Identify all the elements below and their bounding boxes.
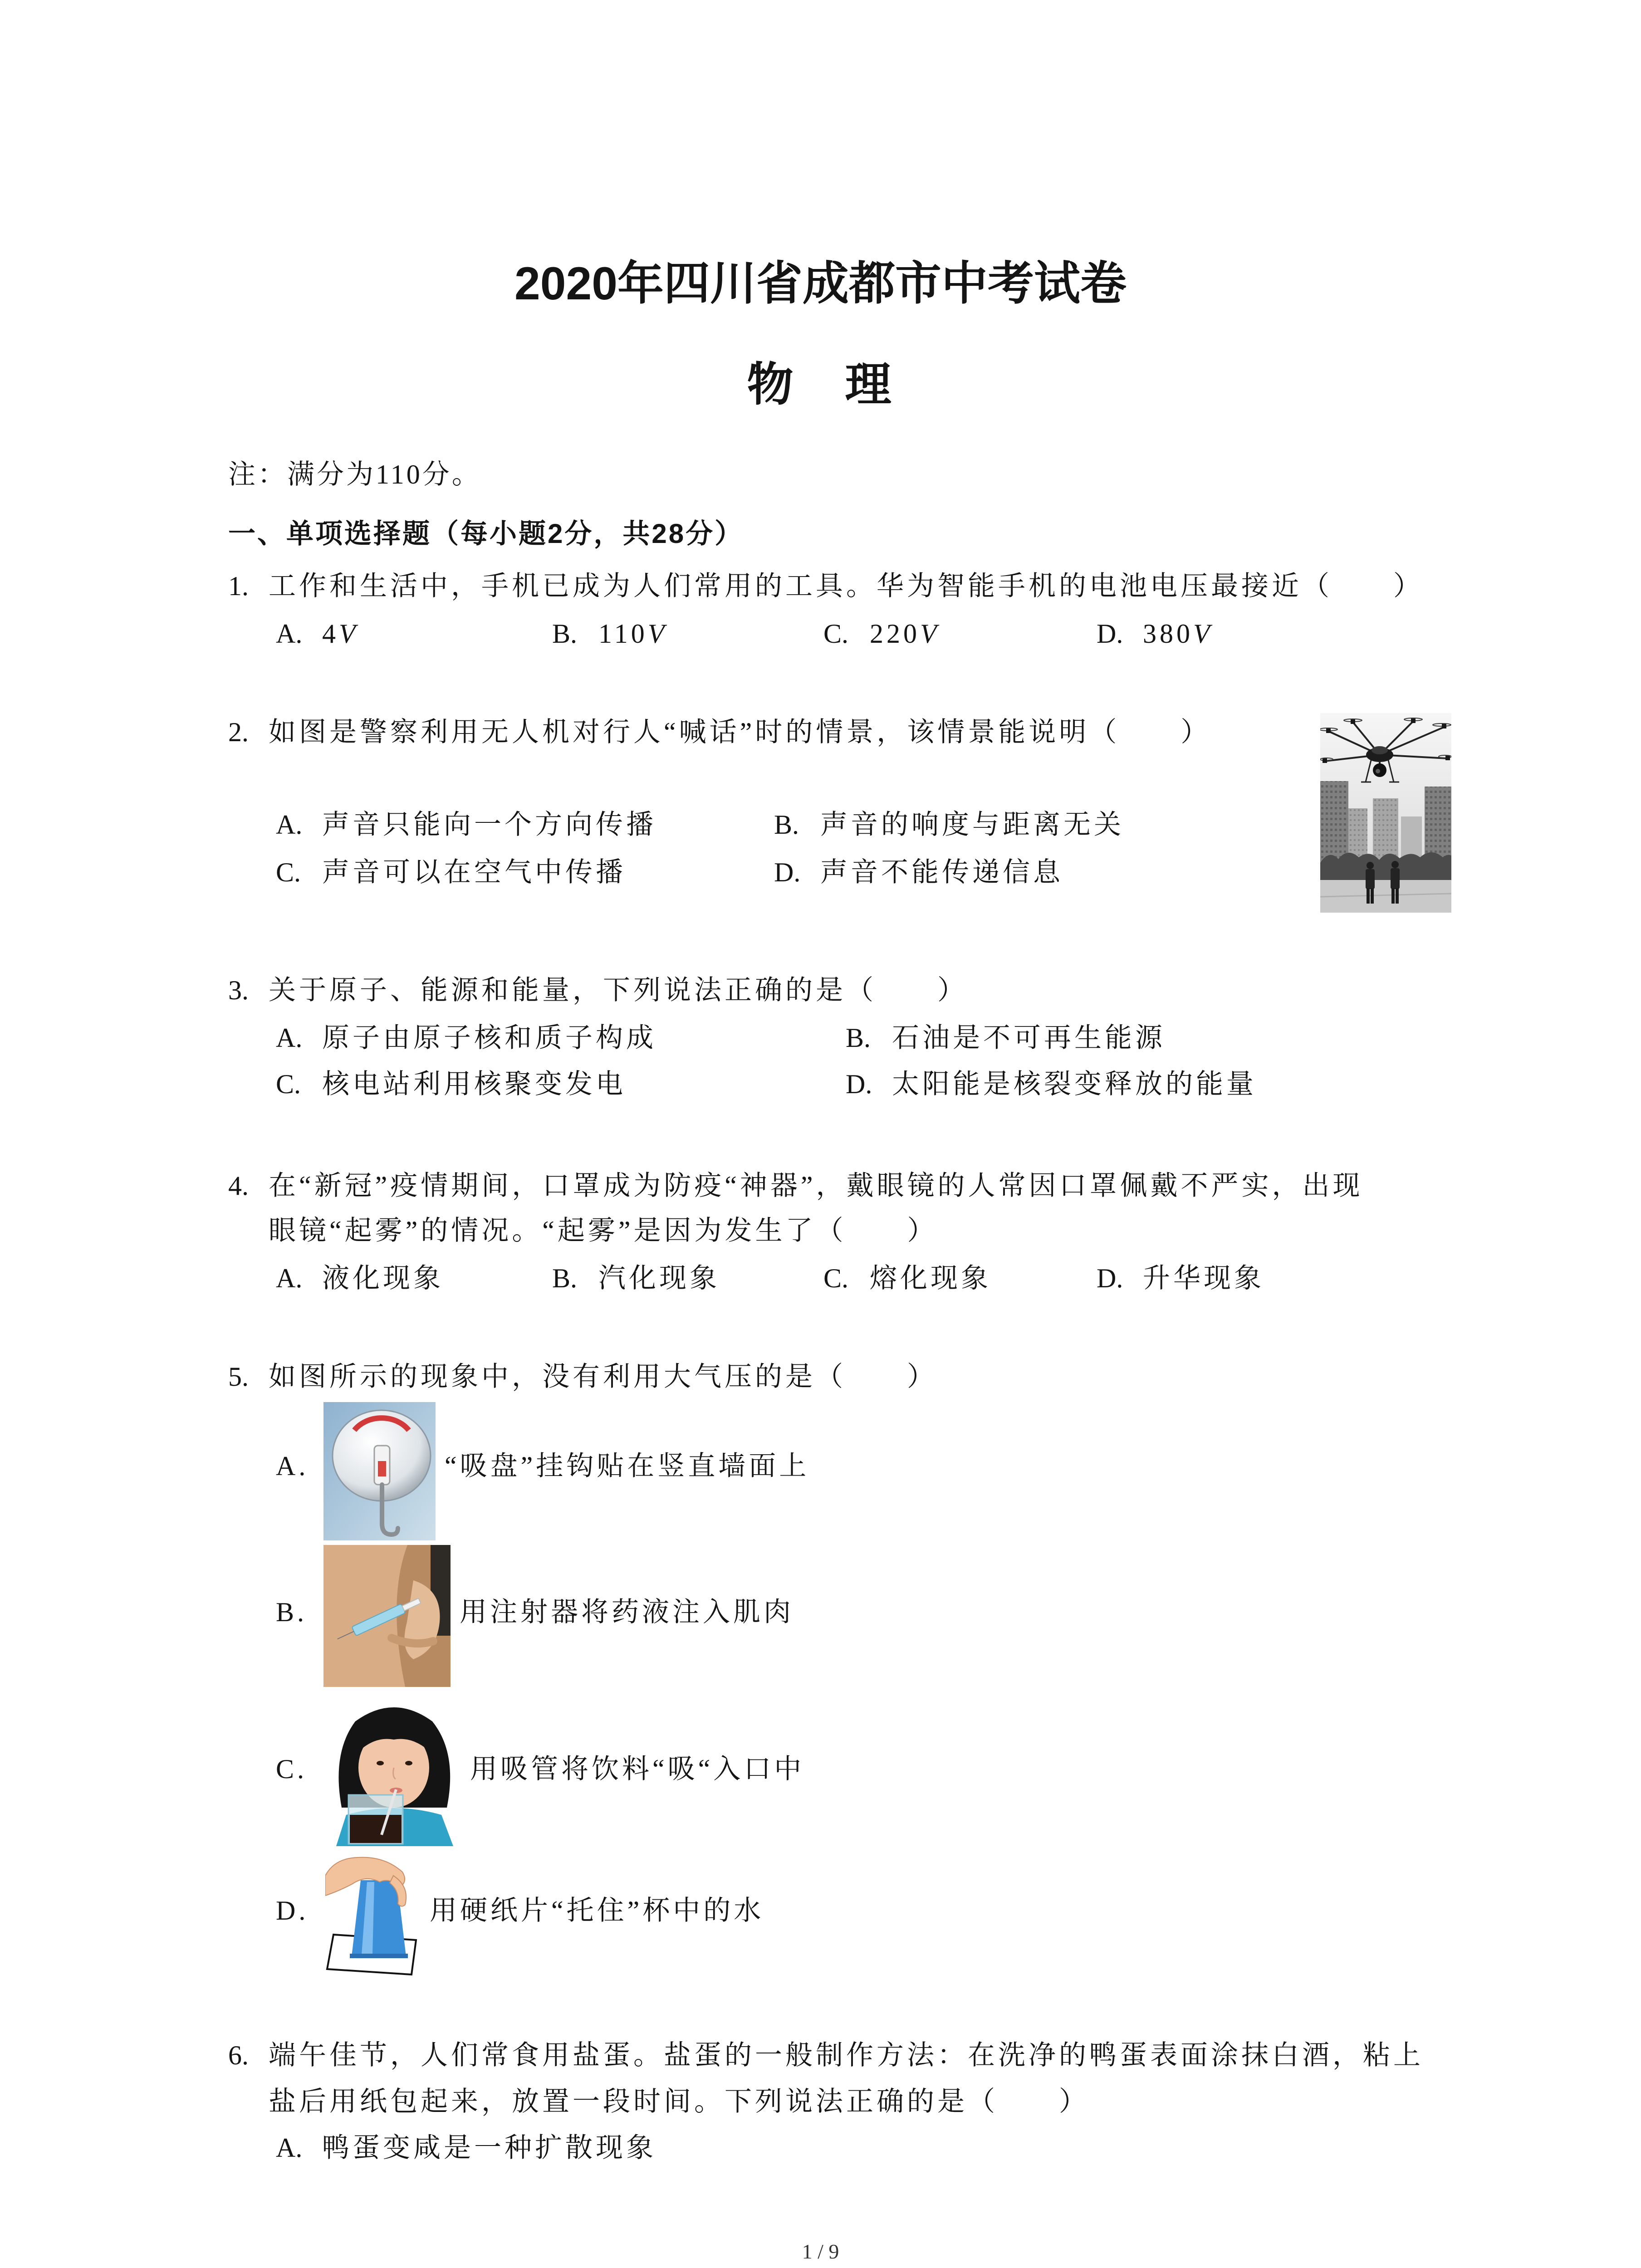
option-label: C. <box>276 857 301 887</box>
option-label: A. <box>276 1263 303 1293</box>
option-label: C. <box>276 1069 301 1099</box>
drone-top <box>1372 746 1388 754</box>
option-d <box>846 1068 1257 1100</box>
option-b <box>774 809 1124 841</box>
option-unit: V <box>1193 619 1213 649</box>
question-number: 6. <box>228 2040 249 2070</box>
option-a <box>276 1022 656 1054</box>
leg <box>1391 888 1395 904</box>
hook-tab <box>378 1461 386 1476</box>
question-number: 5. <box>228 1362 249 1392</box>
option-d <box>1097 618 1213 650</box>
section-heading: 一、单项选择题（每小题2分，共28分） <box>228 518 744 549</box>
option-text: 汽化现象 <box>598 1263 720 1293</box>
question-number: 3. <box>228 975 249 1005</box>
girl-drinking-straw-photo <box>328 1699 460 1846</box>
suction-hook-photo <box>323 1402 436 1540</box>
option-text: 液化现象 <box>322 1263 444 1293</box>
option-a-label: A. <box>276 1451 309 1481</box>
option-text: 石油是不可再生能源 <box>892 1023 1166 1053</box>
question-stem: 如图是警察利用无人机对行人“喊话”时的情景，该情景能说明（ ） <box>269 717 1211 747</box>
option-text: 太阳能是核裂变释放的能量 <box>892 1069 1257 1099</box>
option-b-text: 用注射器将药液注入肌肉 <box>460 1597 794 1627</box>
option-b <box>552 618 667 650</box>
option-text: 声音只能向一个方向传播 <box>322 810 656 840</box>
option-text: 升华现象 <box>1143 1263 1264 1293</box>
option-d-label: D. <box>276 1896 309 1926</box>
camera-lens <box>1376 769 1380 773</box>
option-c <box>276 1068 626 1100</box>
option-label: B. <box>552 1263 578 1293</box>
option-unit: V <box>647 619 668 649</box>
option-text: 声音可以在空气中传播 <box>322 857 626 887</box>
eye <box>377 1761 384 1765</box>
option-text: 熔化现象 <box>870 1263 991 1293</box>
subject-title: 物 理 <box>747 359 894 411</box>
head <box>1391 861 1399 868</box>
option-a-text: “吸盘”挂钩贴在竖直墙面上 <box>445 1451 810 1481</box>
question-stem-line-2: 盐后用纸包起来，放置一段时间。下列说法正确的是（ ） <box>269 2087 1089 2116</box>
leg <box>1371 888 1374 904</box>
option-c <box>823 1262 991 1294</box>
option-label: D. <box>846 1069 872 1099</box>
cup-rim <box>350 1954 408 1958</box>
question-number: 4. <box>228 1171 249 1201</box>
option-unit: V <box>339 619 359 649</box>
question-stem-line-2: 眼镜“起雾”的情况。“起雾”是因为发生了（ ） <box>269 1216 938 1246</box>
option-d <box>774 856 1063 888</box>
option-label: C. <box>823 619 849 649</box>
option-label: A. <box>276 619 303 649</box>
option-value: 4 <box>322 619 339 649</box>
option-text: 声音的响度与距离无关 <box>820 810 1124 840</box>
option-label: A. <box>276 810 303 840</box>
option-a <box>276 2132 656 2164</box>
head <box>1367 862 1374 869</box>
question-stem: 工作和生活中，手机已成为人们常用的工具。华为智能手机的电池电压最接近（ ） <box>269 571 1424 601</box>
option-label: C. <box>823 1263 849 1293</box>
option-b <box>552 1262 720 1294</box>
option-b <box>846 1022 1166 1054</box>
leg <box>1367 888 1370 904</box>
option-c-label: C. <box>276 1754 308 1784</box>
option-label: B. <box>552 619 578 649</box>
option-value: 380 <box>1143 619 1193 649</box>
option-text: 声音不能传递信息 <box>820 857 1063 887</box>
score-note: 注：满分为110分。 <box>228 459 481 489</box>
eye <box>405 1761 412 1765</box>
exam-title: 2020年四川省成都市中考试卷 <box>514 258 1127 309</box>
option-label: D. <box>1097 619 1123 649</box>
option-a <box>276 618 359 650</box>
option-label: A. <box>276 1023 303 1053</box>
page-number: 1 / 9 <box>802 2240 839 2263</box>
option-label: D. <box>774 857 801 887</box>
inverted-cup-paper-photo <box>325 1854 418 1976</box>
option-c <box>276 856 626 888</box>
option-value: 110 <box>598 619 648 649</box>
option-c <box>823 618 940 650</box>
question-stem-line-1: 端午佳节，人们常食用盐蛋。盐蛋的一般制作方法：在洗净的鸭蛋表面涂抹白酒，粘上 <box>269 2040 1424 2070</box>
option-label: D. <box>1097 1263 1123 1293</box>
option-text: 原子由原子核和质子构成 <box>322 1023 656 1053</box>
question-stem: 关于原子、能源和能量，下列说法正确的是（ ） <box>269 975 968 1005</box>
option-b-label: B. <box>276 1597 308 1627</box>
syringe-injection-photo <box>323 1545 451 1687</box>
drone-police-photo <box>1320 713 1451 913</box>
leg <box>1396 888 1399 904</box>
option-label: B. <box>846 1023 871 1053</box>
torso <box>1391 868 1400 889</box>
torso <box>1366 869 1375 889</box>
option-a <box>276 1262 444 1294</box>
option-value: 220 <box>870 619 920 649</box>
option-label: B. <box>774 810 799 840</box>
option-d <box>1097 1262 1264 1294</box>
question-stem-line-1: 在“新冠”疫情期间，口罩成为防疫“神器”，戴眼镜的人常因口罩佩戴不严实，出现 <box>269 1171 1363 1201</box>
question-number: 2. <box>228 717 249 747</box>
question-number: 1. <box>228 571 249 601</box>
option-a <box>276 809 656 841</box>
option-d-text: 用硬纸片“托住”杯中的水 <box>430 1896 764 1926</box>
option-text: 鸭蛋变咸是一种扩散现象 <box>322 2133 656 2163</box>
drink <box>350 1815 402 1843</box>
option-unit: V <box>920 619 940 649</box>
option-text: 核电站利用核聚变发电 <box>322 1069 626 1099</box>
question-stem: 如图所示的现象中，没有利用大气压的是（ ） <box>269 1362 937 1392</box>
option-c-text: 用吸管将饮料“吸“入口中 <box>470 1754 805 1784</box>
option-label: A. <box>276 2133 303 2163</box>
